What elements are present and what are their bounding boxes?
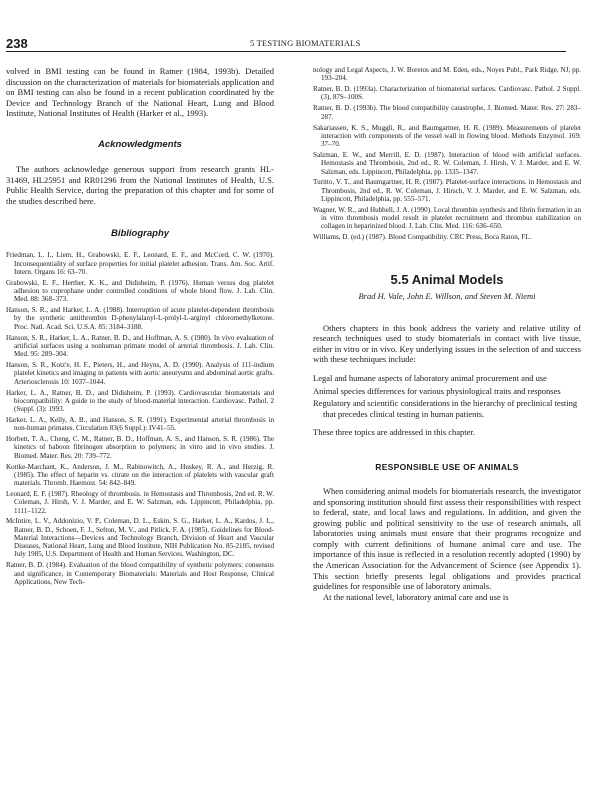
- reference-item: Williams, D. (ed.) (1987). Blood Compatibility. CRC Press, Boca Raton, FL.: [313, 233, 532, 242]
- section-authors: Brad H. Vale, John E. Willson, and Steven M. Niemi: [358, 290, 536, 301]
- reference-item: Leonard, E. F. (1987). Rheology of thrombosis. in Hemostasis and Thrombosis, 2nd ed. R. W. Coleman, J. Hirsh, V. J. Marder, and E. W. Salzman, eds. Lippincott, Philadelphia, pp. 1111–1122.: [6, 490, 274, 515]
- header-rule: [6, 51, 566, 52]
- issues-list: [313, 373, 581, 419]
- list-item: Legal and humane aspects of laboratory animal procurement and use: [313, 372, 547, 383]
- responsible-use-heading: RESPONSIBLE USE OF ANIMALS: [375, 461, 519, 472]
- reference-item: Grabowski, E. F., Herther, K. K., and Didisheim, P. (1976). Human versus dog platelet adhesion to cuprophane under controlled conditions of whole blood flow. J. Lab. Clin. Med. 88: 368–373.: [6, 278, 274, 304]
- reference-item: Sakariassen, K. S., Muggli, R., and Baumgartner, H. R. (1989). Measurements of platelet interaction with components of the vessel wall in flowing blood. Methods Enzymol. 169: 37–70.: [313, 123, 581, 149]
- reference-item: Harker, L. A., Kelly, A. B., and Hanson, S. R. (1991). Experimental arterial thrombosis in non-human primates. Circulation 83(6 Suppl.): IV41–55.: [6, 415, 274, 433]
- bibliography-list: [6, 251, 274, 586]
- section-title: 5.5 Animal Models: [390, 271, 504, 287]
- reference-item: Horbett, T. A., Cheng, C. M., Ratner, B. D., Hoffman, A. S., and Hanson, S. R. (1986). The kinetics of baboon fibrinogen absorption to polymers; in vitro and in vivo studies. J. Biomed. Mater. Res. 20: 739–772.: [6, 435, 274, 460]
- bibliography-list-continued: [313, 66, 581, 242]
- reference-item: Hanson, S. R., and Harker, L. A. (1988). Interruption of acute platelet-dependent thrombosis by the synthetic antithrombin D-phenylalanyl-L-prolyl-L-arginyl chloromethylketone. Proc. Natl. Acad. Sci. U.S.A. 85: 3184–3188.: [6, 306, 274, 331]
- reference-item: McIntire, L. V., Addonizio, V. P., Coleman, D. L., Eskin, S. G., Harker, L. A., Kardos, J. L., Ratner, B. D., Schoen, F. J., Sefton, M. V., and Pitlick, F. A. (1985). Guidelines for Blood-Material Interactions—Devices and Technology Branch, Division of Heart and Vascular Diseases, National Heart, Lung and Blood Institute, NIH Publication No. 85-2185, revised July 1985, U.S. Department of Health and Human Services, Washington, DC.: [6, 517, 274, 559]
- left-column: [6, 66, 274, 589]
- reference-item: Friedman, L. I., Liem, H., Grabowski, E. F., Leonard, E. F., and McCord, C. W. (1970). Inconsequentiality of surface properties for initial platelet adhesion. Trans. Am. Soc. Artif. Intern. Organs 16: 63–70.: [6, 251, 274, 276]
- page-header: [6, 36, 566, 52]
- responsible-paragraph: When considering animal models for biomaterials research, the investigator and sponsoring institution should first assess their responsibilities with respect to federal, state, and local laws and regulations. In addition, and given the growing public and political sensitivity to the use of research animals, all laboratories using animals must ensure that their programs recognize and comply with current definitions of humane animal care and use. The importance of this issue is reflected in a resolution recently adopted (1990) by the American Association for the Advancement of Science (see Appendix 1). This section briefly presents legal obligations and provides practical guidelines for responsible use of laboratory animals.: [313, 485, 581, 592]
- running-title: 5 TESTING BIOMATERIALS: [250, 38, 361, 48]
- intro-paragraph: volved in BMI testing can be found in Ratner (1984, 1993b). Detailed discussion on the characterization of materials for biomaterials application and on BMI testing can also be found in a recent publication coordinated by the Device and Technology Branch of the National Heart, Lung and Blood Institute, National Institutes of Health (Harker et al., 1993).: [6, 66, 274, 119]
- list-item: Animal species differences for various physiological traits and responses: [313, 385, 561, 396]
- section-intro: Others chapters in this book address the variety and relative utility of research techniques used to study biomaterials in contact with live tissue, either in vitro or in vivo. Key underlying issues in the selection of and success with these techniques include:: [313, 322, 581, 365]
- reference-item: Ratner, B. D. (1993a). Characterization of biomaterial surfaces. Cardiovasc. Pathol. 2 Suppl. (3), 87S–100S.: [313, 85, 581, 102]
- list-item: Regulatory and scientific considerations in the hierarchy of preclinical testing that precedes clinical testing in human patients.: [313, 398, 578, 419]
- page-number: 238: [6, 36, 28, 51]
- right-column: [313, 66, 581, 602]
- reference-item: Harker, L. A., Ratner, B. D., and Didisheim, P. (1993). Cardiovascular biomaterials and biocompatibility: A guide to the study of blood-material interaction. Cardiovasc. Pathol. 2 (Suppl. (3): 1993.: [6, 388, 274, 414]
- reference-item: Kottke-Marchant, K., Anderson, J. M., Rabinowitch, A., Huskey, R. A., and Herzig, R. (1985). The effect of heparin vs. citrate on the interaction of platelets with vascular graft materials. Thromb. Haemost. 54: 842–849.: [6, 462, 274, 488]
- reference-item: Turitto, V. T., and Baumgartner, H. R. (1987). Platelet-surface interactions. in Hemostasis and Thrombosis, 2nd ed., R. W. Coleman, J. Hirsch, V. J. Marder, and E. W. Salzman, eds. Lippincott, Philadelphia, pp. 555–571.: [313, 178, 581, 203]
- responsible-paragraph-continued: At the national level, laboratory animal care and use is: [323, 591, 509, 602]
- reference-item: Hanson, S. R., Harker, L. A., Ratner, B. D., and Hoffman, A. S. (1980). In vivo evaluation of artificial surfaces using a nonhuman primate model of arterial thrombosis. J. Lab. Clin. Med. 95: 289–304.: [6, 333, 274, 359]
- reference-item: nology and Legal Aspects, J. W. Boretos and M. Eden, eds., Noyes Publ., Park Ridge, NJ, pp. 193–204.: [313, 66, 581, 83]
- reference-item: Wagner, W. R., and Hubbell, J. A. (1990). Local thrombin synthesis and fibrin formation in an in vitro thrombosis model result in platelet recruitment and thrombus stabilization on collagen in heparinized blood. J. Lab. Clin. Med. 116: 636–650.: [313, 205, 581, 231]
- bibliography-heading: Bibliography: [110, 228, 170, 240]
- acknowledgments-heading: Acknowledgments: [98, 138, 182, 150]
- reference-item: Salzman, E. W., and Merrill, E. D. (1987). Interaction of blood with artificial surfaces. Hemostasis and Thrombosis, 2nd ed., R. W. Coleman, J. Hirsh, V. J. Marder, and E. W. Salzman, eds. Lippincott, Philadelphia, pp. 1335–1347.: [313, 151, 581, 176]
- reference-item: Ratner, B. D. (1984). Evaluation of the blood compatibility of synthetic polymers: consensus and significance, in Contemporary Biomaterials: Materials and Host Response, Clinical Applications, New Tech-: [6, 561, 274, 586]
- issues-followup: These three topics are addressed in this chapter.: [313, 427, 475, 438]
- acknowledgments-text: The authors acknowledge generous support from research grants HL-31469, HL25951 and RR01296 from the National Institutes of Health, U.S. Public Health Service, during the preparation of this chapter and for some of the studies described here.: [6, 163, 274, 206]
- reference-item: Ratner, B. D. (1993b). The blood compatibility catastrophe, J. Biomed. Mater. Res. 27: 283–287.: [313, 104, 581, 121]
- reference-item: Hanson, S. R., Kotz'e, H. F., Pieters, H., and Heyns, A. D. (1990). Analysis of 111-indium platelet kinetics and imaging in patients with aortic aneurysms and abdominal aortic grafts. Arteriosclerosis 10: 1037–1044.: [6, 361, 274, 386]
